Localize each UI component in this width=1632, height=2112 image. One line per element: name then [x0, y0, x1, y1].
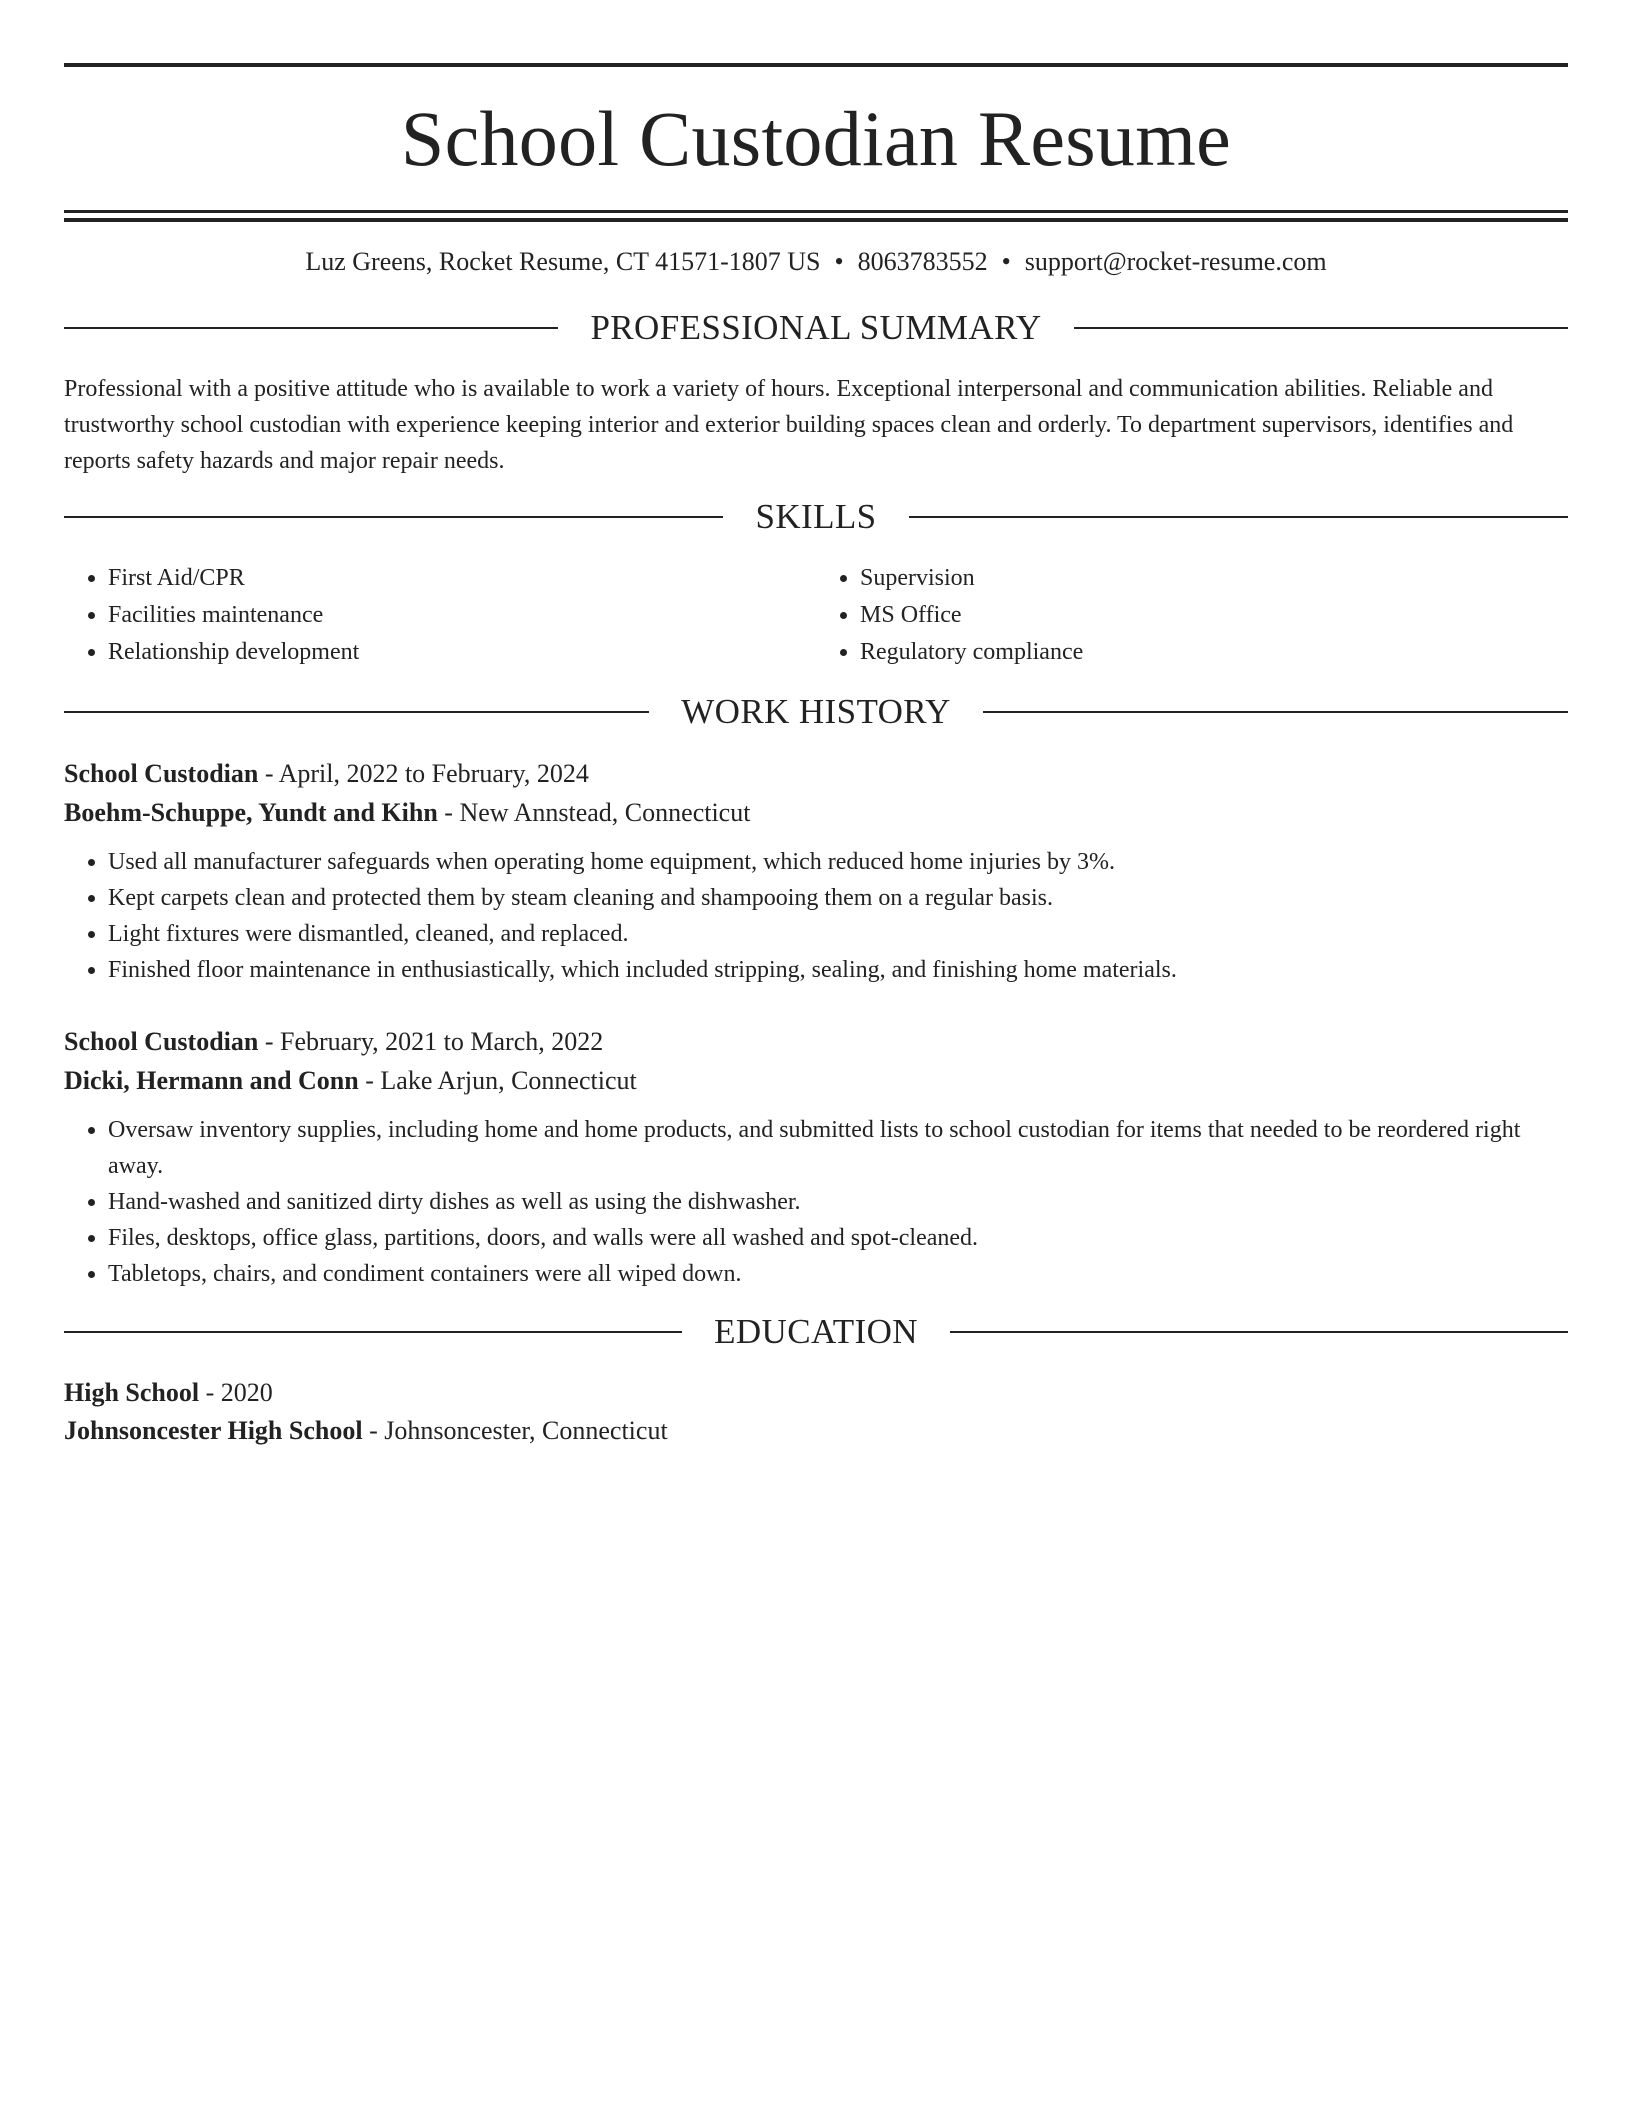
job-title: School Custodian: [64, 759, 259, 788]
job-entry: [64, 754, 1568, 988]
education-heading: EDUCATION: [714, 1312, 918, 1351]
education-year: - 2020: [199, 1378, 273, 1407]
section-heading-education: [64, 1312, 1568, 1352]
skill-item: • Relationship development: [108, 634, 816, 671]
skills-heading: SKILLS: [755, 497, 877, 536]
heading-rule-left: [64, 711, 649, 713]
summary-heading: PROFESSIONAL SUMMARY: [590, 308, 1042, 347]
job-title: School Custodian: [64, 1027, 259, 1056]
job-location: - New Annstead, Connecticut: [437, 798, 751, 827]
job-location: - Lake Arjun, Connecticut: [358, 1066, 637, 1095]
education-location: - Johnsoncester, Connecticut: [362, 1416, 668, 1445]
section-heading-summary: [64, 308, 1568, 348]
job-bullet: • Light fixtures were dismantled, cleaned, and replaced.: [108, 916, 1568, 952]
skill-item: • Regulatory compliance: [860, 634, 1568, 671]
job-bullets: [64, 844, 1568, 988]
job-bullet: • Oversaw inventory supplies, including home and home products, and submitted lists to school custodian for items that needed to be reordered right away.: [108, 1112, 1568, 1184]
skill-item: • MS Office: [860, 597, 1568, 634]
job-entry: [64, 1022, 1568, 1292]
job-bullet: • Used all manufacturer safeguards when operating home equipment, which reduced home injuries by 3%.: [108, 844, 1568, 880]
skills-column-left: [64, 560, 816, 671]
skills-list: [64, 560, 1568, 671]
heading-rule-right: [1074, 327, 1568, 329]
education-degree-line: [64, 1374, 1568, 1412]
job-bullet: • Hand-washed and sanitized dirty dishes as well as using the dishwasher.: [108, 1184, 1568, 1220]
work-history-heading: WORK HISTORY: [681, 692, 951, 731]
job-bullet: • Kept carpets clean and protected them by steam cleaning and shampooing them on a regular basis.: [108, 880, 1568, 916]
contact-line: [64, 247, 1568, 277]
education-degree: High School: [64, 1378, 200, 1407]
page-title: School Custodian Resume: [400, 95, 1232, 182]
education-school-line: [64, 1412, 1568, 1450]
skill-item: • Supervision: [860, 560, 1568, 597]
job-title-line: [64, 754, 1568, 793]
job-bullet: • Finished floor maintenance in enthusiastically, which included stripping, sealing, and finishing home materials.: [108, 952, 1568, 988]
heading-rule-right: [950, 1331, 1568, 1333]
contact-address: Luz Greens, Rocket Resume, CT 41571-1807 US: [305, 247, 821, 276]
education-entry: [64, 1374, 1568, 1450]
contact-separator: •: [1001, 247, 1011, 276]
heading-rule-left: [64, 1331, 682, 1333]
education-school: Johnsoncester High School: [64, 1416, 363, 1445]
job-dates: - February, 2021 to March, 2022: [258, 1027, 604, 1056]
section-heading-work-history: [64, 692, 1568, 732]
job-dates: - April, 2022 to February, 2024: [258, 759, 589, 788]
heading-rule-left: [64, 327, 558, 329]
job-company: Boehm-Schuppe, Yundt and Kihn: [64, 798, 438, 827]
job-title-line: [64, 1022, 1568, 1061]
skill-item: • Facilities maintenance: [108, 597, 816, 634]
contact-email[interactable]: support@rocket-resume.com: [1024, 247, 1327, 276]
heading-rule-right: [983, 711, 1568, 713]
summary-text: Professional with a positive attitude who is available to work a variety of hours. Exceptional interpersonal and communication abilities. Reliable and trustworthy school custodian with experience keeping interior and exterior building spaces clean and orderly. To department supervisors, identifies and reports safety hazards and major repair needs.: [64, 376, 1514, 474]
job-company: Dicki, Hermann and Conn: [64, 1066, 359, 1095]
heading-rule-right: [909, 516, 1568, 518]
job-company-line: [64, 1061, 1568, 1100]
skill-item: • First Aid/CPR: [108, 560, 816, 597]
title-double-rule: [64, 210, 1568, 222]
job-bullet: • Files, desktops, office glass, partitions, doors, and walls were all washed and spot-cleaned.: [108, 1220, 1568, 1256]
contact-phone[interactable]: 8063783552: [857, 247, 988, 276]
job-bullet: • Tabletops, chairs, and condiment containers were all wiped down.: [108, 1256, 1568, 1292]
section-heading-skills: [64, 497, 1568, 537]
job-company-line: [64, 793, 1568, 832]
heading-rule-left: [64, 516, 723, 518]
skills-column-right: [816, 560, 1568, 671]
job-bullets: [64, 1112, 1568, 1292]
contact-separator: •: [834, 247, 844, 276]
top-rule: [64, 63, 1568, 67]
